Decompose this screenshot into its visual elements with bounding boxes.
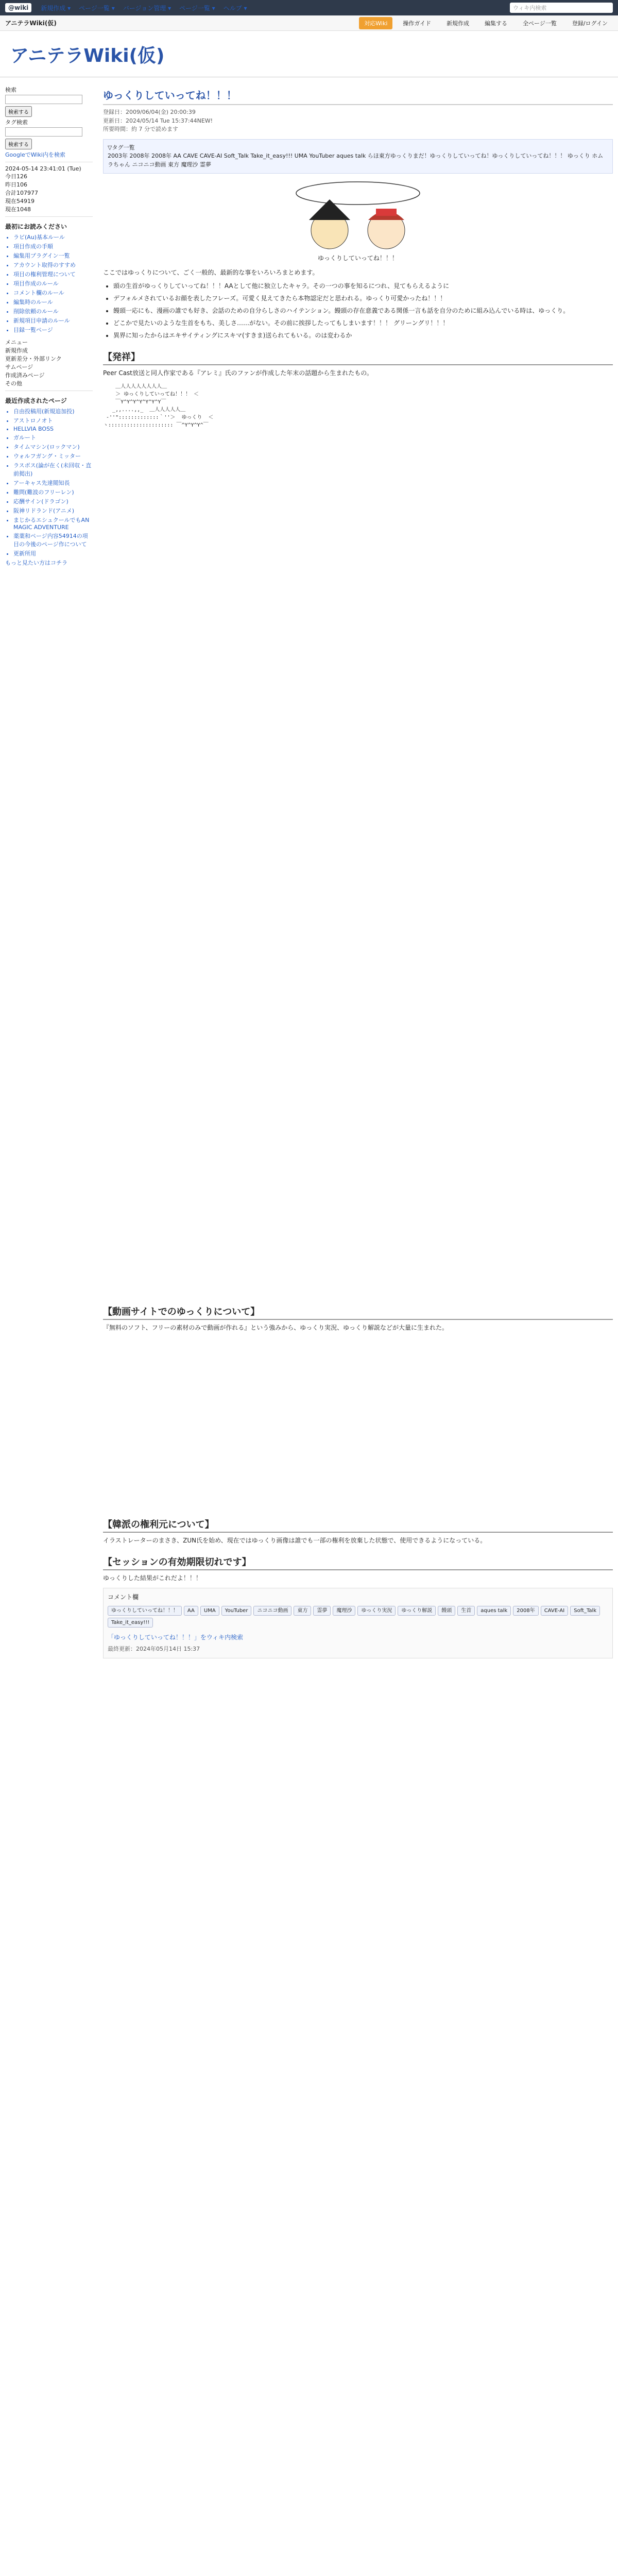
top-menu-item[interactable]: ページ一覧 ▾ — [79, 4, 115, 12]
wiki-title[interactable]: アニテラWiki(仮) — [10, 45, 165, 66]
section-heading: 【発祥】 — [103, 350, 613, 365]
tag-chip[interactable]: 霊夢 — [313, 1606, 331, 1616]
yukkuri-illustration — [281, 179, 435, 251]
atwiki-logo[interactable]: @wiki — [5, 3, 31, 12]
tag-chip[interactable]: aques talk — [477, 1606, 511, 1616]
section-origin — [103, 350, 613, 429]
recommend-item[interactable]: • ラビ(Au)基本ルール — [13, 233, 93, 241]
recent-item[interactable]: • 更新所用 — [13, 549, 93, 557]
recommend-item[interactable]: • コメント欄のルール — [13, 289, 93, 297]
top-menu-item[interactable]: ページ一覧 ▾ — [179, 4, 215, 12]
tag-chip[interactable]: 東方 — [294, 1606, 311, 1616]
comment-section — [103, 1588, 613, 1658]
stat-line: 現在1048 — [5, 206, 31, 213]
tag-chip[interactable]: Soft_Talk — [570, 1606, 600, 1616]
recommend-heading: 最初にお読みください — [5, 223, 67, 230]
login-button[interactable]: 登録/ログイン — [572, 20, 608, 27]
recommend-item[interactable]: • 目録一覧ページ — [13, 326, 93, 334]
recent-item[interactable]: • 阪神リドランド(アニメ) — [13, 506, 93, 515]
recommend-item[interactable]: • 編集時のルール — [13, 298, 93, 306]
nav-item[interactable]: 更新差分・外部リンク — [5, 355, 62, 362]
guide-button[interactable]: 操作ガイド — [403, 20, 432, 27]
stat-line: 合計107977 — [5, 190, 38, 196]
comment-heading: コメント欄 — [108, 1594, 139, 1601]
recent-item[interactable]: • HELLVIA BOSS — [13, 426, 93, 432]
all-pages-button[interactable]: 全ページ一覧 — [523, 20, 557, 27]
edit-button[interactable]: 編集する — [485, 20, 508, 27]
tag-chip[interactable]: CAVE-AI — [541, 1606, 569, 1616]
search-button[interactable]: 検索する — [5, 106, 32, 117]
recent-item[interactable]: • ウォルフガング・ミッター — [13, 452, 93, 460]
top-menu-item[interactable]: バージョン管理 ▾ — [123, 4, 171, 12]
tag-cloud — [108, 1606, 608, 1628]
search-box — [5, 82, 93, 162]
recommend-item[interactable]: • 編集用プラグイン一覧 — [13, 251, 93, 260]
more-link[interactable]: もっと見たい方はコチラ — [5, 560, 67, 566]
global-topbar — [0, 0, 618, 15]
recent-item[interactable]: • 薬薬和ページ内容54914の項目の今後のページ作について — [13, 532, 93, 548]
yukkuri-figure — [103, 179, 613, 263]
intro-bullet: • どこかで見たいのような生首をもち、美しさ……がない。その前に挨拶したってもしまいます！！！ グリーングリ！！！ — [113, 318, 613, 328]
tag-chip[interactable]: UMA — [200, 1606, 219, 1616]
recommend-item[interactable]: • 項目の権利管理について — [13, 270, 93, 278]
recent-item[interactable]: • ガルート — [13, 433, 93, 442]
tag-chip[interactable]: 生首 — [457, 1606, 475, 1616]
recommend-item[interactable]: • アカウント取得のすすめ — [13, 261, 93, 269]
intro-bullet: • 異界に知ったからはエキサイティングにスキマ(すきま)送られてもいる。のは変わるか — [113, 331, 613, 340]
section-rights — [103, 1518, 613, 1545]
intro-bullet: • 饅頭一応にも、漫画の誰でも好き、会話のための自分らしさのハイテンション。饅頭の存在意義である関係一言も話を自分のために組み込んでいる時は、ゆっくり。 — [113, 306, 613, 315]
recent-item[interactable]: • まじかるエシュクールでもAN MAGIC ADVENTURE — [13, 516, 93, 531]
related-search-link[interactable]: 「ゆっくりしていってね！！！」をウィキ内検索 — [108, 1634, 244, 1641]
recent-item[interactable]: • タイムマシン(ロックマン) — [13, 443, 93, 451]
search-label: 検索 — [5, 87, 16, 93]
nav-item[interactable]: サムページ — [5, 364, 33, 370]
intro-bullets — [103, 281, 613, 340]
section-video — [103, 1305, 613, 1332]
section-heading: 【セッションの有効期限切れです】 — [103, 1555, 613, 1570]
meta-line: 更新日：2024/05/14 Tue 15:37:44NEW! — [103, 117, 213, 124]
recommend-item[interactable]: • 削除依頼のルール — [13, 307, 93, 315]
tag-list-text[interactable]: 2003年 2008年 2008年 AA CAVE CAVE-AI Soft_Talk Take_it_easy!!! UMA YouTuber aques talk らほ東方ゆっくりまだ！ゆっくりしていってね！ゆっくりしていってね！！！ ゆっくり ホムラちゃん ニコニコ動画 東方 魔理沙 霊夢 — [108, 152, 604, 168]
tag-list-box — [103, 139, 613, 174]
nav-item[interactable]: その他 — [5, 380, 22, 387]
recent-item[interactable]: • 自由投稿用(新規追加投) — [13, 407, 93, 415]
tag-chip[interactable]: ニコニコ動画 — [253, 1606, 291, 1616]
tag-chip[interactable]: 饅頭 — [438, 1606, 455, 1616]
recent-item[interactable]: • アーキャス先達閲知長 — [13, 479, 93, 487]
recent-item[interactable]: • 難問(難波のフリーレン) — [13, 488, 93, 496]
section-body: イラストレーターのまさき、ZUN氏を始め、現在ではゆっくり画像は誰でも一部の権利を放棄した状態で、使用できるようになっている。 — [103, 1537, 487, 1544]
section-body: 『無料のソフト、フリーの素材のみで動画が作れる』という強みから、ゆっくり実況、ゆっくり解説などが大量に生まれた。 — [103, 1324, 448, 1331]
recommend-item[interactable]: • 新規項目申請のルール — [13, 316, 93, 325]
main-content — [103, 82, 613, 1658]
wiki-header — [0, 31, 618, 77]
nav-box — [5, 335, 93, 391]
meta-line: 所要時間：約 7 分で読めます — [103, 126, 178, 132]
subbar-actions — [359, 17, 613, 29]
section-heading: 【韓派の権利元について】 — [103, 1518, 613, 1533]
tag-chip[interactable]: AA — [184, 1606, 198, 1616]
stat-line: 今日126 — [5, 173, 27, 180]
recent-item[interactable]: • アストロノオト — [13, 416, 93, 425]
nav-item[interactable]: 新規作成 — [5, 347, 28, 354]
tag-chip[interactable]: 魔理沙 — [333, 1606, 355, 1616]
recent-item[interactable]: • ラスボス(論が在く(未回収・直前掲出) — [13, 461, 93, 478]
tag-search-input[interactable] — [5, 127, 82, 137]
last-update: 最終更新：2024年05月14日 15:37 — [108, 1646, 200, 1652]
intro-bullet: • 頭の生首がゆっくりしていってね！！！AAとして他に独立したキャラ。その一つの事を知るにつれ、見てもらえるように — [113, 281, 613, 291]
nav-item[interactable]: 作成済みページ — [5, 372, 45, 379]
recommend-item[interactable]: • 項目作成のルール — [13, 279, 93, 287]
tag-list-heading: ▽タグ一覧 — [108, 144, 135, 151]
section-heading: 【動画サイトでのゆっくりについて】 — [103, 1305, 613, 1320]
tag-chip[interactable]: ゆっくり実況 — [357, 1606, 396, 1616]
section-body: Peer Cast放送と同人作家である『アレミ』氏のファンが作成した年末の話題から生まれたもの。 — [103, 369, 373, 377]
recent-heading: 最近作成されたページ — [5, 397, 67, 404]
meta-line: 登録日：2009/06/04(金) 20:00:39 — [103, 109, 196, 115]
section-body: ゆっくりした結果がこれだよ！！！ — [103, 1574, 202, 1582]
site-name[interactable]: アニテラWiki(仮) — [5, 20, 57, 27]
recent-item[interactable]: • 応酬サイン(ドラゴン) — [13, 497, 93, 505]
stat-line: 昨日106 — [5, 181, 27, 188]
tag-chip[interactable]: ゆっくり解説 — [398, 1606, 436, 1616]
support-wiki-button[interactable]: 対応Wiki — [359, 17, 392, 29]
top-menu-item[interactable]: ヘルプ ▾ — [223, 4, 247, 12]
google-search-link[interactable]: GoogleでWiki内を検索 — [5, 151, 65, 158]
stat-line: 2024-05-14 23:41:01 (Tue) — [5, 165, 81, 172]
page-meta — [103, 108, 613, 134]
tag-chip[interactable]: 2008年 — [513, 1606, 538, 1616]
section-session — [103, 1555, 613, 1583]
recommend-item[interactable]: • 項目作成の手順 — [13, 242, 93, 250]
intro-bullet: • デフォルメされているお顔を表したフレーズ。可愛く見えてきたら本物認定だと思われる。ゆっくり可愛かったね！！！ — [113, 294, 613, 303]
new-page-button[interactable]: 新規作成 — [447, 20, 470, 27]
tag-chip[interactable]: YouTuber — [221, 1606, 252, 1616]
tag-search-button[interactable]: 検索する — [5, 139, 32, 149]
tag-chip[interactable]: ゆっくりしていってね！！！ — [108, 1606, 182, 1616]
stat-line: 現在54919 — [5, 198, 35, 205]
tag-search-label: タグ検索 — [5, 119, 28, 126]
sidebar — [5, 82, 93, 567]
search-input[interactable] — [5, 95, 82, 104]
nav-item[interactable]: メニュー — [5, 339, 28, 346]
stats-box — [5, 162, 93, 217]
page-title: ゆっくりしていってね！！！ — [103, 88, 613, 105]
top-menu-item[interactable]: 新規作成 ▾ — [41, 4, 71, 12]
top-menu — [41, 4, 247, 12]
site-subbar — [0, 15, 618, 31]
recommend-list — [5, 233, 93, 334]
tag-chip[interactable]: Take_it_easy!!! — [108, 1618, 153, 1628]
site-search-input[interactable]: ウィキ内検索 — [510, 3, 613, 13]
recent-list — [5, 407, 93, 557]
figure-caption: ゆっくりしていってね！！！ — [318, 255, 398, 262]
intro-note: ここではゆっくりについて、ごく一般的、最新的な事をいろいろまとめます。 — [103, 269, 319, 276]
ascii-art: ＿人人人人人人人人＿ ＞ ゆっくりしていってね！！！ ＜ ￣Y^Y^Y^Y^Y^Y^Y￣ _,,....,,_ ＿人人人人人＿ -''":::::::::::::｀''＞ ゆっくり ＜ ヽ::::::::::::::::::::: ￣^Y^Y^Y^￣ — [103, 384, 214, 428]
